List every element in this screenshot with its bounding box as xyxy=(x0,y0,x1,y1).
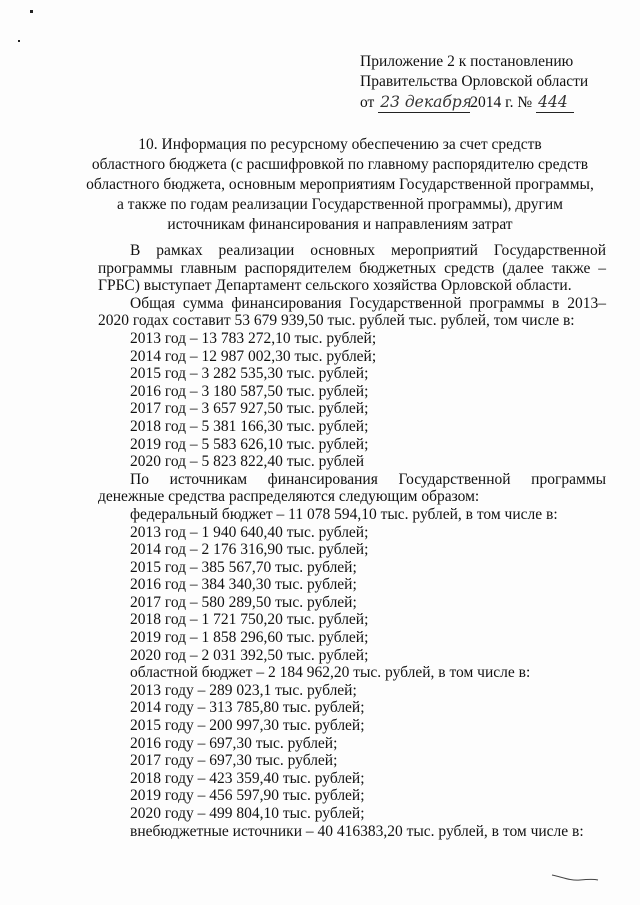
handwritten-number: 444 xyxy=(536,92,574,113)
document-body xyxy=(98,242,606,840)
regional-year-item: 2013 году – 289 023,1 тыс. рублей; xyxy=(130,681,357,699)
total-line: Общая сумма финансирования Государственной программы в 2013– xyxy=(130,294,606,312)
regional-year-item: 2019 году – 456 597,90 тыс. рублей; xyxy=(130,787,365,805)
regional-year-item: 2020 году – 499 804,10 тыс. рублей; xyxy=(130,805,365,822)
offbudget-heading: внебюджетные источники – 40 416383,20 тыс. рублей, в том числе в: xyxy=(130,822,584,840)
regional-year-item: 2016 году – 697,30 тыс. рублей; xyxy=(130,734,338,752)
total-year-item: 2017 год – 3 657 927,50 тыс. рублей; xyxy=(130,400,369,418)
total-year-item: 2015 год – 3 282 535,30 тыс. рублей; xyxy=(130,365,369,383)
federal-year-item: 2013 год – 1 940 640,40 тыс. рублей; xyxy=(130,523,369,541)
federal-year-item: 2019 год – 1 858 296,60 тыс. рублей; xyxy=(130,629,369,647)
federal-heading: федеральный бюджет – 11 078 594,10 тыс. рублей, в том числе в: xyxy=(130,505,558,523)
regional-heading: областной бюджет – 2 184 962,20 тыс. рублей, в том числе в: xyxy=(130,664,531,682)
title-line: а также по годам реализации Государственной программы), другим xyxy=(117,196,563,213)
intro-line: ГРБС) выступает Департамент сельского хозяйства Орловской области. xyxy=(98,277,572,295)
federal-year-item: 2017 год – 580 289,50 тыс. рублей; xyxy=(130,593,357,611)
total-year-item: 2014 год – 12 987 002,30 тыс. рублей; xyxy=(130,347,377,365)
total-year-item: 2013 год – 13 783 272,10 тыс. рублей; xyxy=(130,329,377,347)
title-line: областного бюджета, основным мероприятиям Государственной программы, xyxy=(86,176,594,193)
intro-line: В рамках реализации основных мероприятий Государственной xyxy=(130,242,606,259)
sources-line: денежные средства распределяются следующим образом: xyxy=(98,488,480,506)
date-prefix: от xyxy=(360,94,375,111)
regional-year-item: 2017 году – 697,30 тыс. рублей; xyxy=(130,752,338,770)
header-date-line xyxy=(360,92,588,113)
title-line: областного бюджета (с расшифровкой по главному распорядителю средств xyxy=(91,156,589,173)
total-year-item: 2020 год – 5 823 822,40 тыс. рублей xyxy=(130,453,365,471)
appendix-header xyxy=(360,52,588,113)
federal-year-item: 2018 год – 1 721 750,20 тыс. рублей; xyxy=(130,611,369,629)
total-year-item: 2016 год – 3 180 587,50 тыс. рублей; xyxy=(130,382,369,400)
total-line: 2020 годах составит 53 679 939,50 тыс. рублей тыс. рублей, том числе в: xyxy=(98,312,575,330)
scan-speck xyxy=(18,40,20,42)
regional-year-item: 2015 году – 200 997,30 тыс. рублей; xyxy=(130,717,365,735)
title-line: 10. Информация по ресурсному обеспечению за счет средств xyxy=(138,136,542,153)
sources-line: По источникам финансирования Государственной программы xyxy=(130,470,606,488)
total-year-item: 2018 год – 5 381 166,30 тыс. рублей; xyxy=(130,417,369,435)
intro-line: программы главным распорядителем бюджетных средств (далее также – xyxy=(98,259,606,277)
total-year-item: 2019 год – 5 583 626,10 тыс. рублей; xyxy=(130,435,369,453)
federal-year-item: 2016 год – 384 340,30 тыс. рублей; xyxy=(130,576,357,594)
pen-mark xyxy=(550,873,600,883)
handwritten-date: 23 декабря xyxy=(380,93,472,111)
date-suffix: 2014 г. № xyxy=(470,94,533,111)
federal-year-item: 2020 год – 2 031 392,50 тыс. рублей; xyxy=(130,646,369,664)
section-title xyxy=(80,135,600,235)
header-line-2: Правительства Орловской области xyxy=(360,73,589,90)
title-line: источникам финансирования и направлениям затрат xyxy=(167,216,513,233)
regional-year-item: 2018 году – 423 359,40 тыс. рублей; xyxy=(130,769,365,787)
federal-year-item: 2015 год – 385 567,70 тыс. рублей; xyxy=(130,558,357,576)
header-line-1: Приложение 2 к постановлению xyxy=(360,53,574,70)
scan-speck xyxy=(30,10,33,13)
regional-year-item: 2014 году – 313 785,80 тыс. рублей; xyxy=(130,699,365,717)
federal-year-item: 2014 год – 2 176 316,90 тыс. рублей; xyxy=(130,541,369,559)
